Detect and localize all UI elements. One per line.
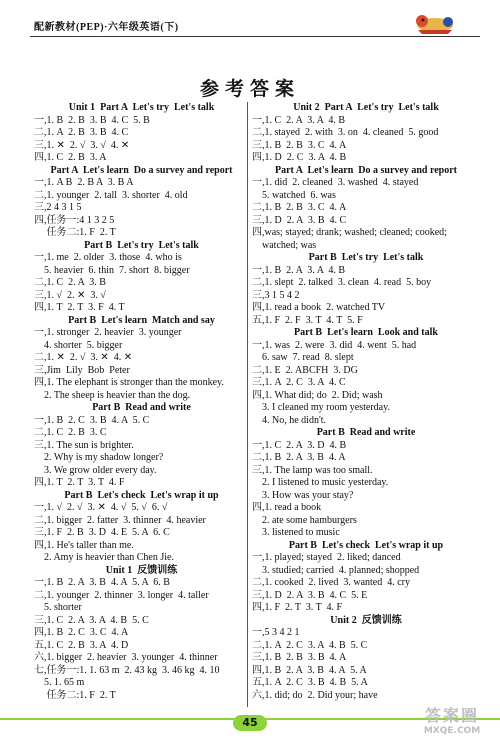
answer-line: 四,1. T 2. T 3. F 4. T bbox=[34, 302, 125, 313]
answer-line: 6. saw 7. read 8. slept bbox=[252, 352, 354, 363]
answer-line: 三,1. C 2. A 3. A 4. B 5. C bbox=[34, 614, 149, 626]
answer-line: 三,Jim Lily Bob Peter bbox=[34, 364, 130, 376]
answer-line: 3. listened to music bbox=[252, 527, 340, 538]
answer-line: 5. watched 6. was bbox=[252, 189, 336, 201]
watermark-sub: MXQE.COM bbox=[423, 726, 481, 736]
answer-line: 二,1. E 2. ABCFH 3. DG bbox=[252, 364, 358, 376]
section-heading: Unit 2 反馈训练 bbox=[330, 614, 402, 626]
watermark-logo bbox=[410, 706, 494, 740]
answer-line: 4. shorter 5. bigger bbox=[34, 339, 123, 351]
section-heading: Part B Read and write bbox=[92, 402, 191, 413]
answer-line: 二,1. A 2. B 3. B 4. C bbox=[34, 127, 129, 138]
answer-line: 六,1. did; do 2. Did your; have bbox=[252, 689, 378, 701]
answer-line: 二,1. ✕ 2. √ 3. ✕ 4. ✕ bbox=[34, 352, 133, 363]
answer-line: 二,1. bigger 2. fatter 3. thinner 4. heavier bbox=[34, 514, 206, 526]
answer-line: 三,1. √ 2. ✕ 3. √ bbox=[34, 289, 106, 301]
answer-line: 三,1. D 2. A 3. B 4. C bbox=[252, 214, 347, 226]
answer-line: 三,1. B 2. B 3. C 4. A bbox=[252, 139, 347, 151]
answer-line: 一,1. B 2. A 3. B 4. A 5. A 6. B bbox=[34, 577, 170, 588]
answer-line: 二,1. cooked 2. lived 3. wanted 4. cry bbox=[252, 577, 411, 588]
answer-line: 3. We grow older every day. bbox=[34, 464, 157, 476]
answer-line: 二,1. younger 2. thinner 3. longer 4. taller bbox=[34, 589, 209, 601]
answer-line: 三,3 1 5 4 2 bbox=[252, 289, 300, 301]
answer-line: 六,1. bigger 2. heavier 3. younger 4. thinner bbox=[34, 652, 218, 663]
answer-line: 一,1. me 2. older 3. those 4. who is bbox=[34, 252, 182, 263]
answer-line: 五,1. F 2. F 3. T 4. T 5. F bbox=[252, 314, 363, 326]
answer-line: 一,5 3 4 2 1 bbox=[252, 627, 300, 638]
answer-line: 一,1. did 2. cleaned 3. washed 4. stayed bbox=[252, 177, 419, 188]
section-heading: Part B Let's learn Look and talk bbox=[294, 327, 438, 338]
answer-line: 四,1. The elephant is stronger than the monkey. bbox=[34, 377, 224, 388]
book-title: 配新教材(PEP)·六年级英语(下) bbox=[34, 22, 179, 33]
watermark-main: 答案圈 bbox=[424, 706, 479, 725]
answer-line: 3. studied; carried 4. planned; shopped bbox=[252, 564, 420, 576]
mascot-icon bbox=[410, 10, 460, 36]
answer-line: 二,1. C 2. A 3. B bbox=[34, 277, 106, 288]
answer-line: 二,1. slept 2. talked 3. clean 4. read 5. boy bbox=[252, 277, 432, 288]
answer-line: 三,1. ✕ 2. √ 3. √ 4. ✕ bbox=[34, 139, 130, 151]
answer-line: 三,1. The lamp was too small. bbox=[252, 464, 373, 476]
page-title: 参考答案 bbox=[199, 78, 300, 100]
answer-line: 3. How was your stay? bbox=[252, 489, 354, 501]
answer-line: 2. Why is my shadow longer? bbox=[34, 452, 164, 463]
answer-line: 四,1. read a book bbox=[252, 502, 322, 513]
answer-line: 2. Amy is heavier than Chen Jie. bbox=[34, 552, 174, 563]
answer-line: 一,1. C 2. A 3. A 4. B bbox=[252, 114, 346, 126]
right-answer-column bbox=[252, 102, 480, 702]
answer-line: 四,1. F 2. T 3. T 4. F bbox=[252, 602, 343, 613]
section-heading: Part B Read and write bbox=[316, 427, 416, 438]
section-heading: Part B Let's try Let's talk bbox=[308, 252, 424, 263]
answer-line: 5. heavier 6. thin 7. short 8. bigger bbox=[34, 264, 190, 276]
answer-line: 一,1. stronger 2. heavier 3. younger bbox=[34, 327, 182, 338]
answer-line: 一,1. played; stayed 2. liked; danced bbox=[252, 552, 401, 563]
answer-line: 3. I cleaned my room yesterday. bbox=[252, 402, 390, 413]
answer-line: 5. 1. 65 m bbox=[34, 677, 85, 688]
answer-line: 一,1. B 2. B 3. B 4. C 5. B bbox=[34, 114, 150, 126]
answer-line: 四,1. C 2. B 3. A bbox=[34, 152, 107, 163]
answer-line: 二,1. C 2. B 3. C bbox=[34, 427, 107, 438]
answer-line: 五,1. A 2. C 3. B 4. B 5. A bbox=[252, 677, 368, 688]
answer-line: 一,1. C 2. A 3. D 4. B bbox=[252, 439, 347, 451]
answer-line: watched; was bbox=[252, 239, 317, 251]
section-heading: Part B Let's check Let's wrap it up bbox=[288, 539, 444, 551]
answer-line: 二,1. B 2. A 3. B 4. A bbox=[252, 452, 346, 463]
section-heading: Part B Let's check Let's wrap it up bbox=[64, 489, 219, 501]
section-heading: Unit 1 反馈训练 bbox=[105, 564, 178, 576]
section-heading: Part B Let's try Let's talk bbox=[84, 239, 199, 251]
answer-line: 四,1. B 2. C 3. C 4. A bbox=[34, 627, 129, 638]
answer-line: 任务二:1. F 2. T bbox=[34, 689, 116, 701]
header-rule bbox=[30, 36, 480, 37]
answer-line: 四,1. What did; do 2. Did; wash bbox=[252, 389, 383, 401]
answer-line: 5. shorter bbox=[34, 602, 82, 613]
answer-line: 五,1. C 2. B 3. A 4. D bbox=[34, 639, 129, 651]
answer-line: 三,1. F 2. B 3. D 4. E 5. A 6. C bbox=[34, 527, 170, 538]
page-number: 45 bbox=[233, 715, 267, 731]
answer-line: 四,1. B 2. A 3. B 4. A 5. A bbox=[252, 664, 367, 676]
answer-line: 2. ate some hamburgers bbox=[252, 514, 357, 526]
answer-line: 四,1. He's taller than me. bbox=[34, 539, 134, 551]
answer-line: 一,1. was 2. were 3. did 4. went 5. had bbox=[252, 339, 417, 351]
answer-line: 4. No, he didn't. bbox=[252, 414, 327, 426]
answer-line: 三,2 4 3 1 5 bbox=[34, 202, 82, 213]
answer-line: 四,1. read a book 2. watched TV bbox=[252, 302, 386, 313]
left-answer-column bbox=[34, 102, 249, 702]
answer-line: 二,1. stayed 2. with 3. on 4. cleaned 5. good bbox=[252, 127, 439, 138]
answer-line: 四,1. D 2. C 3. A 4. B bbox=[252, 152, 347, 163]
answer-line: 一,1. A B 2. B A 3. B A bbox=[34, 177, 134, 188]
section-heading: Unit 2 Part A Let's try Let's talk bbox=[293, 102, 439, 113]
answer-line: 二,1. B 2. B 3. C 4. A bbox=[252, 202, 347, 213]
section-heading: Unit 1 Part A Let's try Let's talk bbox=[68, 102, 215, 113]
answer-line: 三,1. B 2. B 3. B 4. A bbox=[252, 652, 347, 663]
answer-line: 任务二:1. F 2. T bbox=[34, 227, 116, 238]
section-heading: Part A Let's learn Do a survey and report bbox=[274, 164, 458, 176]
column-divider bbox=[247, 102, 248, 707]
answer-line: 一,1. B 2. A 3. A 4. B bbox=[252, 264, 346, 276]
section-heading: Part A Let's learn Do a survey and report bbox=[50, 164, 233, 176]
answer-line: 三,1. A 2. C 3. A 4. C bbox=[252, 377, 346, 388]
answer-line: 七,任务一:1. 1. 63 m 2. 43 kg 3. 46 kg 4. 10 bbox=[34, 664, 220, 676]
answer-line: 四,was; stayed; drank; washed; cleaned; cooked; bbox=[252, 227, 447, 238]
answer-line: 三,1. D 2. A 3. B 4. C 5. E bbox=[252, 589, 368, 601]
answer-line: 一,1. B 2. C 3. B 4. A 5. C bbox=[34, 414, 150, 426]
answer-line: 二,1. A 2. C 3. A 4. B 5. C bbox=[252, 639, 368, 651]
answer-line: 2. I listened to music yesterday. bbox=[252, 477, 389, 488]
answer-line: 四,1. T 2. T 3. T 4. F bbox=[34, 477, 125, 488]
answer-line: 2. The sheep is heavier than the dog. bbox=[34, 389, 191, 401]
section-heading: Part B Let's learn Match and say bbox=[68, 314, 215, 326]
answer-line: 一,1. √ 2. √ 3. ✕ 4. √ 5. √ 6. √ bbox=[34, 502, 168, 513]
page-header bbox=[0, 0, 500, 44]
answer-line: 三,1. The sun is brighter. bbox=[34, 439, 134, 451]
answer-line: 二,1. younger 2. tall 3. shorter 4. old bbox=[34, 189, 188, 201]
answer-line: 四,任务一:4 1 3 2 5 bbox=[34, 214, 115, 226]
